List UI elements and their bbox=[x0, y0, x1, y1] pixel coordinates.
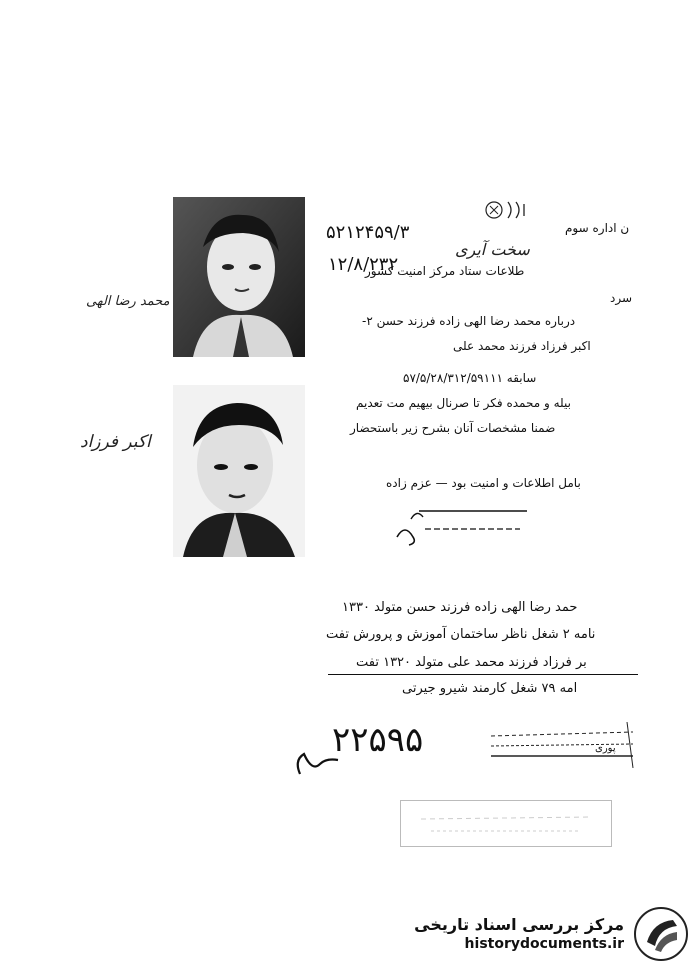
signature-mark bbox=[395, 503, 530, 548]
body-line-4: اکبر فرزاد فرزند محمد علی bbox=[453, 339, 591, 353]
body-line-8: بامل اطلاعات و امنیت بود — عزم زاده bbox=[386, 476, 581, 490]
body-line-7: ضمنا مشخصات آنان بشرح زیر باستحضار bbox=[350, 421, 556, 435]
detail-line-2: نامه ۲ شغل ناظر ساختمان آموزش و پرورش تفت bbox=[326, 627, 596, 642]
handwritten-stroke bbox=[292, 742, 342, 780]
watermark-url: historydocuments.ir bbox=[464, 936, 624, 952]
watermark-name: مرکز بررسی اسناد تاریخی bbox=[414, 915, 624, 934]
portrait-photo-1 bbox=[173, 197, 305, 357]
photo2-caption: اکبر فرزاد bbox=[80, 432, 151, 452]
emblem-icon bbox=[480, 196, 532, 224]
body-line-6: بیله و محمده فکر تا صرنال بیهیم مت تعدیم bbox=[356, 396, 571, 410]
watermark-text bbox=[414, 915, 624, 952]
detail-line-3: بر فرزاد فرزند محمد علی متولد ۱۳۲۰ تفت bbox=[356, 655, 587, 670]
photo1-caption: محمد رضا الهی bbox=[86, 294, 170, 309]
detail-line-4: امه ۷۹ شغل کارمند شیرو جیرتی bbox=[402, 681, 578, 696]
detail-underline-3 bbox=[328, 674, 638, 675]
faint-stamp bbox=[400, 800, 612, 847]
handwritten-header-note: سخت آیری bbox=[455, 240, 530, 259]
handwritten-ref-date: ۱۲/۸/۲۳۲ bbox=[328, 254, 399, 275]
body-line-3: درباره محمد رضا الهی زاده فرزند حسن ۲- bbox=[362, 314, 576, 328]
portrait-photo-2 bbox=[173, 385, 305, 557]
dept-line: ن اداره سوم bbox=[565, 221, 630, 235]
detail-line-1: حمد رضا الهی زاده فرزند حسن متولد ۱۳۳۰ bbox=[342, 600, 578, 615]
stamp-text: پوری bbox=[595, 743, 616, 754]
watermark-logo-icon bbox=[633, 906, 689, 962]
body-line-1: طلاعات ستاد مرکز امنیت کشور bbox=[365, 264, 525, 278]
body-line-5: سابقه ۵۷/۵/۲۸/۳۱۲/۵۹۱۱۱ bbox=[403, 371, 537, 385]
body-line-2: سرد bbox=[610, 291, 633, 305]
handwritten-number-bottom: ۲۲۵۹۵ bbox=[332, 720, 424, 760]
handwritten-ref-number: ۵۲۱۲۴۵۹/۳ bbox=[326, 222, 410, 243]
